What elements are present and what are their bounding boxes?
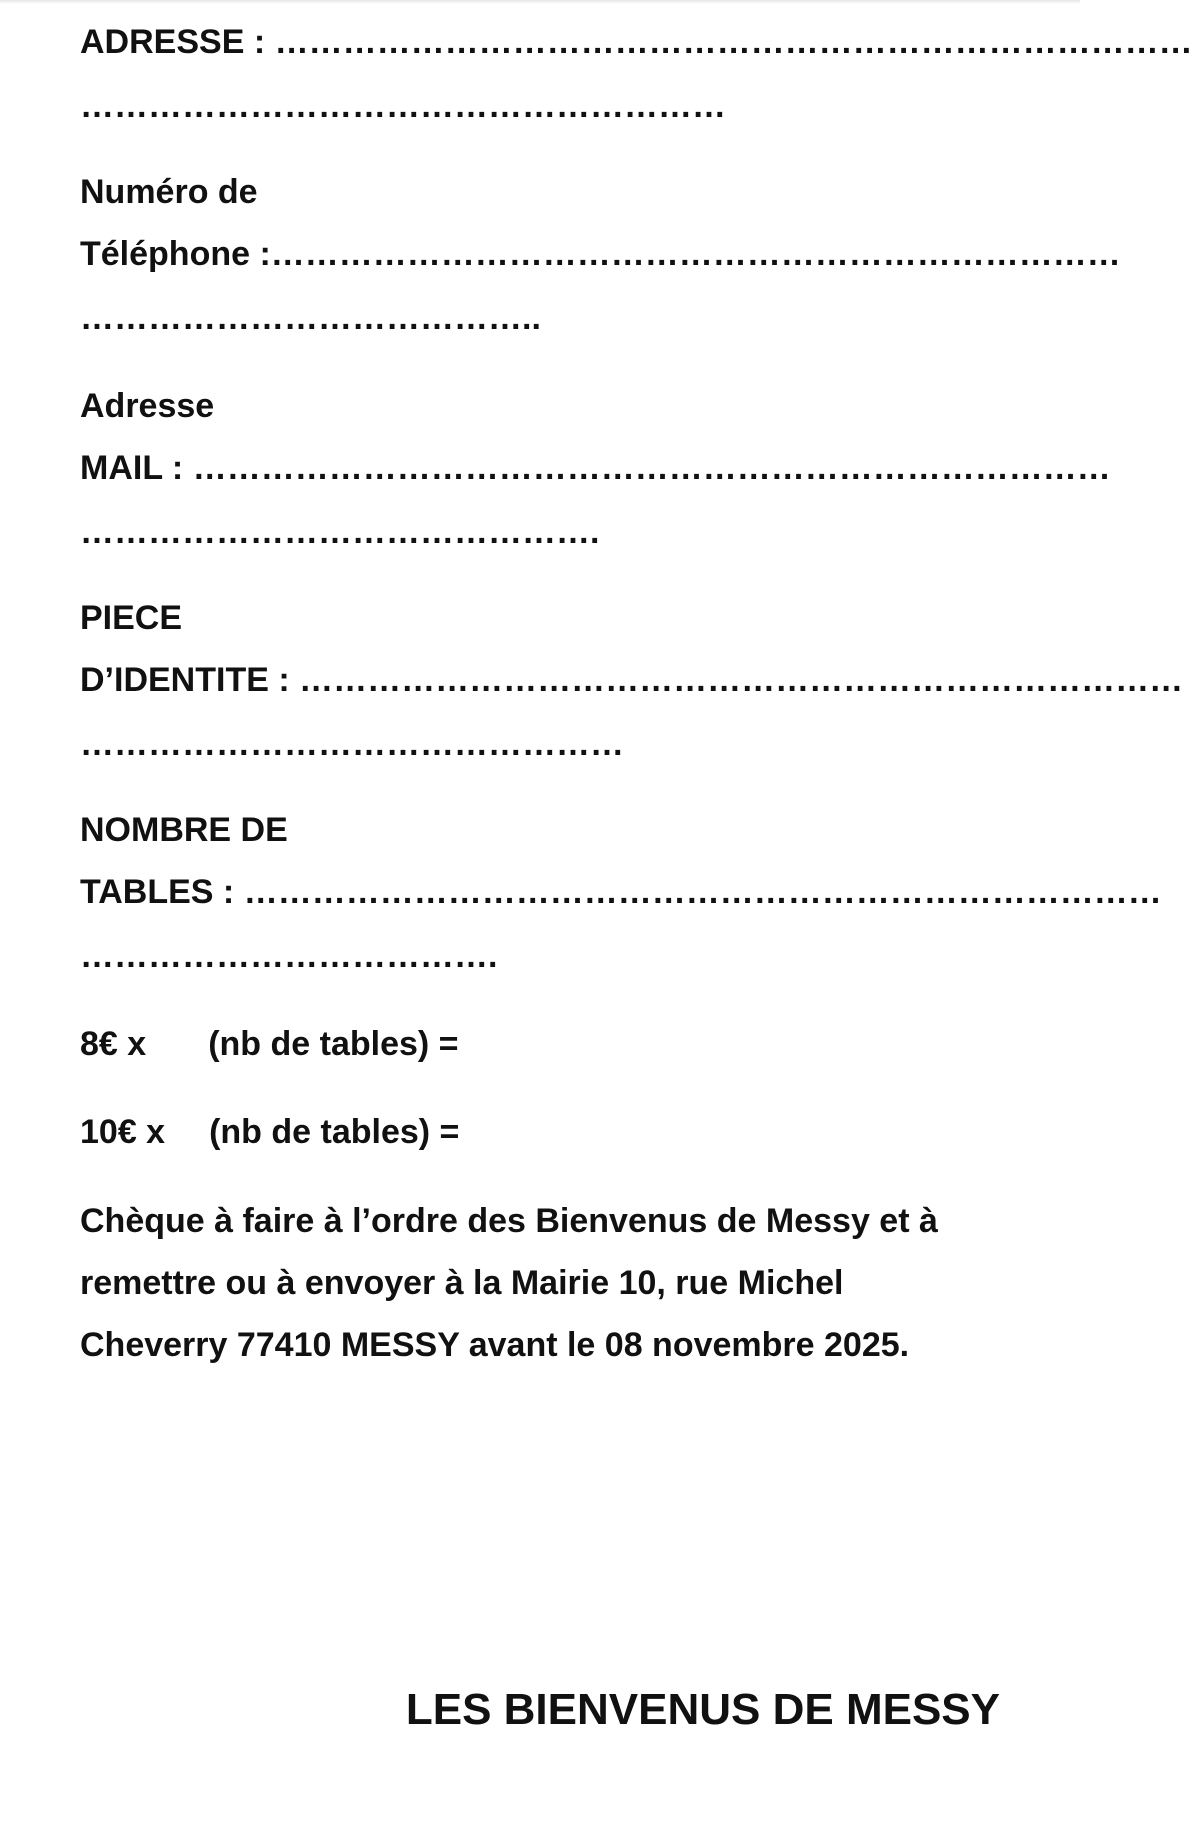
telephone-label: Numéro de [80,173,258,211]
tables-field: TABLES : ……………………………………………………………………… [80,873,1162,911]
price-10-amount: 10€ x [80,1113,166,1151]
instructions-line-3: Cheverry 77410 MESSY avant le 08 novembre 2025. [80,1326,910,1364]
adresse-field: ADRESSE : ……………………………………………………………………… [80,23,1193,61]
mail-field-continuation: ………………………………………. [80,513,600,551]
association-signature: LES BIENVENUS DE MESSY [405,1685,1000,1734]
mail-field: MAIL : ……………………………………………………………………… [80,449,1111,487]
price-10-line [80,1112,459,1152]
piece-identite-label: PIECE [80,599,183,637]
payment-instructions [80,1190,1020,1376]
telephone-field-continuation: ………………………………….. [80,299,541,337]
top-shadow [0,0,1080,4]
piece-identite-field-continuation: ………………………………………… [80,725,624,763]
piece-identite-field: D’IDENTITE : …………………………………………………………………… [80,661,1184,699]
price-8-amount: 8€ x [80,1025,147,1063]
instructions-line-1: Chèque à faire à l’ordre des Bienvenus de Messy et à [80,1202,938,1240]
instructions-line-2: remettre ou à envoyer à la Mairie 10, rue Michel [80,1264,844,1302]
tables-field-continuation: ………………………………. [80,937,498,975]
adresse-field-continuation: ………………………………………………… [80,87,726,125]
price-10-formula: (nb de tables) = [209,1113,460,1151]
price-8-line [80,1024,459,1064]
telephone-field: Téléphone :………………………………………………………………… [80,235,1121,273]
price-8-formula: (nb de tables) = [208,1025,459,1063]
tables-label: NOMBRE DE [80,811,288,849]
mail-label: Adresse [80,387,215,425]
